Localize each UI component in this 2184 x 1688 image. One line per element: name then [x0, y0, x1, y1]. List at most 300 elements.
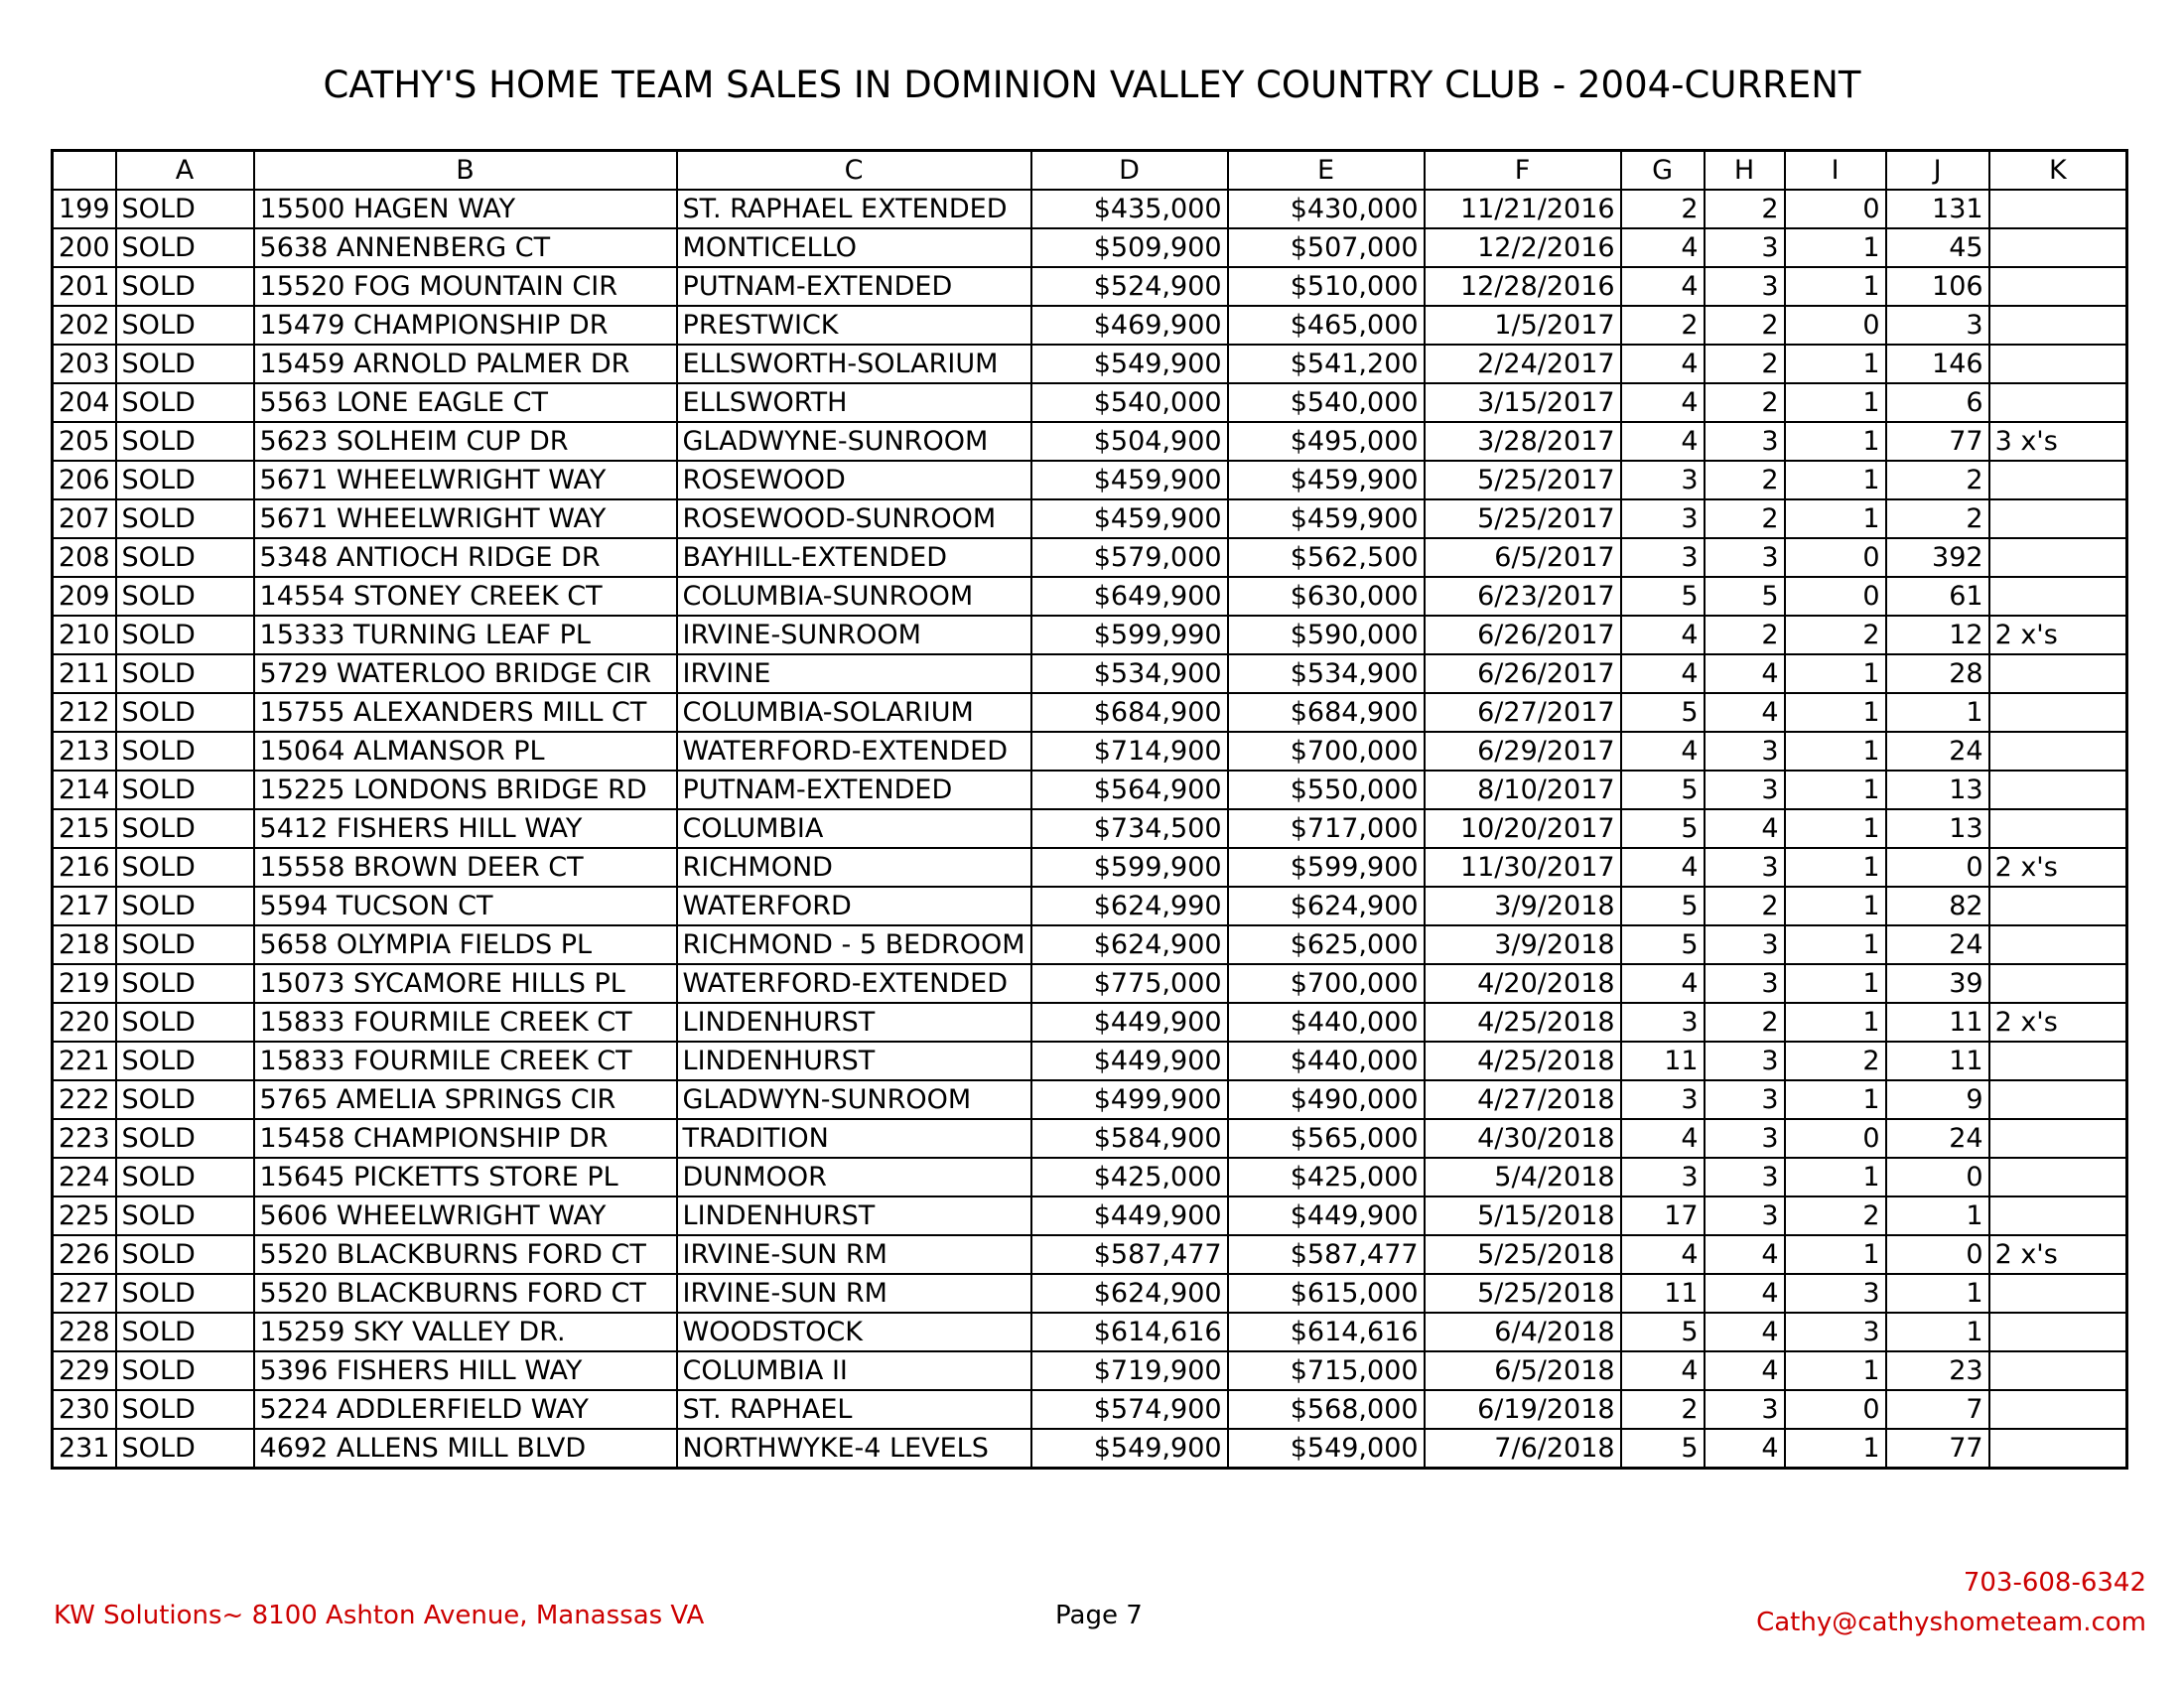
cell-days-on-market: 11 [1886, 1042, 1989, 1080]
cell-days-on-market: 11 [1886, 1003, 1989, 1042]
cell-note: 2 x's [1989, 848, 2127, 887]
cell-model: GLADWYNE-SUNROOM [677, 422, 1031, 461]
cell-note: 2 x's [1989, 1003, 2127, 1042]
cell-sold-date: 5/15/2018 [1425, 1196, 1621, 1235]
cell-col-g: 4 [1621, 848, 1705, 887]
cell-list-price: $614,616 [1031, 1313, 1228, 1351]
cell-model: BAYHILL-EXTENDED [677, 538, 1031, 577]
table-row [53, 1119, 2127, 1158]
table-row [53, 809, 2127, 848]
cell-row-number: 202 [53, 306, 116, 345]
cell-note [1989, 306, 2127, 345]
table-row [53, 267, 2127, 306]
cell-col-h: 3 [1705, 538, 1785, 577]
cell-row-number: 222 [53, 1080, 116, 1119]
table-row [53, 190, 2127, 228]
cell-col-g: 5 [1621, 925, 1705, 964]
cell-address: 4692 ALLENS MILL BLVD [254, 1429, 677, 1469]
cell-col-h: 2 [1705, 616, 1785, 654]
cell-model: IRVINE [677, 654, 1031, 693]
cell-sold-date: 3/28/2017 [1425, 422, 1621, 461]
cell-sold-price: $449,900 [1228, 1196, 1425, 1235]
cell-sold-date: 4/25/2018 [1425, 1003, 1621, 1042]
table-row [53, 1042, 2127, 1080]
cell-list-price: $509,900 [1031, 228, 1228, 267]
cell-status: SOLD [116, 1235, 254, 1274]
cell-days-on-market: 82 [1886, 887, 1989, 925]
cell-address: 5224 ADDLERFIELD WAY [254, 1390, 677, 1429]
cell-col-i: 1 [1785, 848, 1886, 887]
cell-row-number: 231 [53, 1429, 116, 1469]
cell-sold-date: 4/27/2018 [1425, 1080, 1621, 1119]
table-row [53, 887, 2127, 925]
cell-col-h: 4 [1705, 654, 1785, 693]
cell-note [1989, 1119, 2127, 1158]
cell-days-on-market: 131 [1886, 190, 1989, 228]
table-row [53, 1313, 2127, 1351]
cell-col-i: 1 [1785, 461, 1886, 499]
cell-col-g: 5 [1621, 1429, 1705, 1469]
cell-model: PUTNAM-EXTENDED [677, 771, 1031, 809]
table-row [53, 616, 2127, 654]
cell-col-i: 0 [1785, 306, 1886, 345]
cell-note: 3 x's [1989, 422, 2127, 461]
cell-status: SOLD [116, 1390, 254, 1429]
cell-days-on-market: 0 [1886, 1235, 1989, 1274]
cell-list-price: $534,900 [1031, 654, 1228, 693]
cell-model: IRVINE-SUN RM [677, 1274, 1031, 1313]
cell-model: COLUMBIA II [677, 1351, 1031, 1390]
cell-sold-date: 6/26/2017 [1425, 654, 1621, 693]
cell-sold-price: $495,000 [1228, 422, 1425, 461]
column-header-g: G [1621, 151, 1705, 191]
cell-list-price: $734,500 [1031, 809, 1228, 848]
table-row [53, 383, 2127, 422]
cell-days-on-market: 1 [1886, 1274, 1989, 1313]
cell-model: COLUMBIA-SOLARIUM [677, 693, 1031, 732]
cell-col-i: 1 [1785, 422, 1886, 461]
cell-address: 5520 BLACKBURNS FORD CT [254, 1235, 677, 1274]
cell-days-on-market: 392 [1886, 538, 1989, 577]
cell-list-price: $435,000 [1031, 190, 1228, 228]
cell-col-g: 17 [1621, 1196, 1705, 1235]
cell-days-on-market: 9 [1886, 1080, 1989, 1119]
cell-col-h: 2 [1705, 461, 1785, 499]
cell-address: 5396 FISHERS HILL WAY [254, 1351, 677, 1390]
cell-col-i: 1 [1785, 1351, 1886, 1390]
table-row [53, 1390, 2127, 1429]
cell-note [1989, 1158, 2127, 1196]
cell-list-price: $624,990 [1031, 887, 1228, 925]
cell-address: 5638 ANNENBERG CT [254, 228, 677, 267]
cell-col-g: 2 [1621, 306, 1705, 345]
cell-col-h: 3 [1705, 925, 1785, 964]
cell-note [1989, 267, 2127, 306]
cell-days-on-market: 0 [1886, 848, 1989, 887]
column-header-j: J [1886, 151, 1989, 191]
cell-col-i: 0 [1785, 1390, 1886, 1429]
cell-status: SOLD [116, 732, 254, 771]
cell-col-h: 2 [1705, 190, 1785, 228]
cell-days-on-market: 0 [1886, 1158, 1989, 1196]
cell-col-h: 2 [1705, 887, 1785, 925]
cell-list-price: $587,477 [1031, 1235, 1228, 1274]
table-row [53, 228, 2127, 267]
cell-col-i: 1 [1785, 499, 1886, 538]
cell-col-g: 5 [1621, 1313, 1705, 1351]
cell-col-i: 1 [1785, 771, 1886, 809]
cell-sold-date: 6/26/2017 [1425, 616, 1621, 654]
cell-days-on-market: 1 [1886, 1196, 1989, 1235]
cell-row-number: 228 [53, 1313, 116, 1351]
cell-sold-price: $615,000 [1228, 1274, 1425, 1313]
cell-sold-price: $568,000 [1228, 1390, 1425, 1429]
cell-col-h: 4 [1705, 1313, 1785, 1351]
table-row [53, 654, 2127, 693]
cell-sold-price: $459,900 [1228, 499, 1425, 538]
cell-note [1989, 461, 2127, 499]
cell-row-number: 212 [53, 693, 116, 732]
cell-address: 15458 CHAMPIONSHIP DR [254, 1119, 677, 1158]
cell-days-on-market: 24 [1886, 732, 1989, 771]
cell-address: 5606 WHEELWRIGHT WAY [254, 1196, 677, 1235]
cell-address: 5671 WHEELWRIGHT WAY [254, 461, 677, 499]
cell-address: 15833 FOURMILE CREEK CT [254, 1003, 677, 1042]
table-row [53, 964, 2127, 1003]
cell-sold-date: 4/30/2018 [1425, 1119, 1621, 1158]
cell-note [1989, 1313, 2127, 1351]
cell-sold-price: $700,000 [1228, 732, 1425, 771]
footer-email: Cathy@cathyshometeam.com [1756, 1608, 2146, 1637]
cell-col-g: 3 [1621, 461, 1705, 499]
cell-list-price: $449,900 [1031, 1196, 1228, 1235]
cell-address: 15259 SKY VALLEY DR. [254, 1313, 677, 1351]
cell-status: SOLD [116, 461, 254, 499]
cell-model: MONTICELLO [677, 228, 1031, 267]
cell-col-i: 2 [1785, 616, 1886, 654]
cell-col-g: 5 [1621, 771, 1705, 809]
cell-note [1989, 228, 2127, 267]
cell-sold-price: $590,000 [1228, 616, 1425, 654]
cell-row-number: 217 [53, 887, 116, 925]
cell-note [1989, 1429, 2127, 1469]
cell-address: 5520 BLACKBURNS FORD CT [254, 1274, 677, 1313]
cell-days-on-market: 45 [1886, 228, 1989, 267]
cell-row-number: 216 [53, 848, 116, 887]
cell-sold-date: 3/9/2018 [1425, 887, 1621, 925]
cell-address: 14554 STONEY CREEK CT [254, 577, 677, 616]
cell-col-i: 1 [1785, 1003, 1886, 1042]
cell-sold-date: 11/30/2017 [1425, 848, 1621, 887]
cell-list-price: $425,000 [1031, 1158, 1228, 1196]
table-body [53, 190, 2127, 1469]
column-header-c: C [677, 151, 1031, 191]
cell-col-i: 0 [1785, 190, 1886, 228]
cell-status: SOLD [116, 1196, 254, 1235]
cell-days-on-market: 24 [1886, 925, 1989, 964]
cell-status: SOLD [116, 616, 254, 654]
cell-sold-date: 5/4/2018 [1425, 1158, 1621, 1196]
cell-note [1989, 693, 2127, 732]
cell-address: 15833 FOURMILE CREEK CT [254, 1042, 677, 1080]
cell-sold-date: 6/4/2018 [1425, 1313, 1621, 1351]
cell-sold-date: 5/25/2017 [1425, 499, 1621, 538]
cell-sold-price: $549,000 [1228, 1429, 1425, 1469]
cell-list-price: $449,900 [1031, 1042, 1228, 1080]
cell-sold-price: $624,900 [1228, 887, 1425, 925]
cell-row-number: 208 [53, 538, 116, 577]
cell-list-price: $684,900 [1031, 693, 1228, 732]
cell-col-g: 3 [1621, 1080, 1705, 1119]
cell-sold-price: $459,900 [1228, 461, 1425, 499]
cell-note [1989, 1274, 2127, 1313]
cell-sold-date: 8/10/2017 [1425, 771, 1621, 809]
cell-sold-date: 12/2/2016 [1425, 228, 1621, 267]
cell-address: 5765 AMELIA SPRINGS CIR [254, 1080, 677, 1119]
cell-sold-price: $534,900 [1228, 654, 1425, 693]
cell-col-h: 5 [1705, 577, 1785, 616]
table-row [53, 345, 2127, 383]
cell-status: SOLD [116, 654, 254, 693]
cell-address: 5348 ANTIOCH RIDGE DR [254, 538, 677, 577]
cell-col-g: 4 [1621, 345, 1705, 383]
cell-row-number: 211 [53, 654, 116, 693]
cell-status: SOLD [116, 577, 254, 616]
cell-sold-price: $630,000 [1228, 577, 1425, 616]
cell-col-i: 1 [1785, 228, 1886, 267]
table-row [53, 925, 2127, 964]
cell-col-h: 3 [1705, 771, 1785, 809]
cell-list-price: $459,900 [1031, 499, 1228, 538]
column-header-b: B [254, 151, 677, 191]
cell-col-i: 1 [1785, 925, 1886, 964]
cell-col-h: 3 [1705, 1158, 1785, 1196]
cell-status: SOLD [116, 1351, 254, 1390]
column-header-k: K [1989, 151, 2127, 191]
cell-col-g: 5 [1621, 577, 1705, 616]
cell-sold-date: 5/25/2017 [1425, 461, 1621, 499]
cell-sold-date: 12/28/2016 [1425, 267, 1621, 306]
cell-col-g: 3 [1621, 538, 1705, 577]
column-header-h: H [1705, 151, 1785, 191]
cell-row-number: 199 [53, 190, 116, 228]
cell-address: 5671 WHEELWRIGHT WAY [254, 499, 677, 538]
cell-note [1989, 771, 2127, 809]
cell-model: WATERFORD [677, 887, 1031, 925]
cell-col-h: 2 [1705, 306, 1785, 345]
cell-row-number: 206 [53, 461, 116, 499]
sales-table [51, 149, 2128, 1470]
cell-col-g: 4 [1621, 1119, 1705, 1158]
cell-list-price: $714,900 [1031, 732, 1228, 771]
cell-note [1989, 732, 2127, 771]
cell-col-h: 3 [1705, 732, 1785, 771]
cell-row-number: 225 [53, 1196, 116, 1235]
cell-status: SOLD [116, 1158, 254, 1196]
cell-col-i: 1 [1785, 732, 1886, 771]
cell-sold-date: 6/5/2017 [1425, 538, 1621, 577]
cell-status: SOLD [116, 306, 254, 345]
cell-row-number: 219 [53, 964, 116, 1003]
cell-row-number: 227 [53, 1274, 116, 1313]
cell-model: LINDENHURST [677, 1042, 1031, 1080]
cell-model: ST. RAPHAEL EXTENDED [677, 190, 1031, 228]
cell-days-on-market: 77 [1886, 1429, 1989, 1469]
cell-col-g: 2 [1621, 1390, 1705, 1429]
cell-address: 15558 BROWN DEER CT [254, 848, 677, 887]
cell-col-h: 3 [1705, 964, 1785, 1003]
cell-sold-price: $440,000 [1228, 1003, 1425, 1042]
cell-model: WATERFORD-EXTENDED [677, 732, 1031, 771]
column-header-f: F [1425, 151, 1621, 191]
column-header-row [53, 151, 2127, 191]
cell-col-g: 11 [1621, 1274, 1705, 1313]
cell-model: TRADITION [677, 1119, 1031, 1158]
cell-sold-price: $717,000 [1228, 809, 1425, 848]
cell-col-i: 1 [1785, 1235, 1886, 1274]
cell-row-number: 207 [53, 499, 116, 538]
cell-sold-price: $614,616 [1228, 1313, 1425, 1351]
cell-list-price: $459,900 [1031, 461, 1228, 499]
table-row [53, 771, 2127, 809]
cell-list-price: $649,900 [1031, 577, 1228, 616]
cell-col-i: 1 [1785, 1080, 1886, 1119]
cell-note [1989, 887, 2127, 925]
cell-sold-date: 1/5/2017 [1425, 306, 1621, 345]
cell-col-h: 4 [1705, 693, 1785, 732]
cell-days-on-market: 7 [1886, 1390, 1989, 1429]
cell-note [1989, 1080, 2127, 1119]
column-header-a: A [116, 151, 254, 191]
cell-row-number: 229 [53, 1351, 116, 1390]
cell-row-number: 215 [53, 809, 116, 848]
cell-days-on-market: 39 [1886, 964, 1989, 1003]
cell-row-number: 226 [53, 1235, 116, 1274]
cell-address: 5412 FISHERS HILL WAY [254, 809, 677, 848]
cell-col-g: 4 [1621, 964, 1705, 1003]
cell-col-g: 4 [1621, 616, 1705, 654]
cell-sold-price: $541,200 [1228, 345, 1425, 383]
page-number: Page 7 [1055, 1601, 1143, 1630]
cell-model: DUNMOOR [677, 1158, 1031, 1196]
cell-row-number: 205 [53, 422, 116, 461]
cell-status: SOLD [116, 345, 254, 383]
cell-status: SOLD [116, 964, 254, 1003]
cell-status: SOLD [116, 1003, 254, 1042]
cell-model: LINDENHURST [677, 1196, 1031, 1235]
column-header-i: I [1785, 151, 1886, 191]
cell-sold-date: 4/20/2018 [1425, 964, 1621, 1003]
cell-address: 15645 PICKETTS STORE PL [254, 1158, 677, 1196]
cell-sold-date: 6/29/2017 [1425, 732, 1621, 771]
cell-days-on-market: 146 [1886, 345, 1989, 383]
cell-status: SOLD [116, 422, 254, 461]
cell-col-g: 4 [1621, 654, 1705, 693]
cell-model: IRVINE-SUN RM [677, 1235, 1031, 1274]
cell-list-price: $775,000 [1031, 964, 1228, 1003]
cell-col-g: 4 [1621, 267, 1705, 306]
cell-days-on-market: 3 [1886, 306, 1989, 345]
cell-sold-price: $565,000 [1228, 1119, 1425, 1158]
cell-sold-date: 5/25/2018 [1425, 1235, 1621, 1274]
table-row [53, 732, 2127, 771]
cell-list-price: $599,900 [1031, 848, 1228, 887]
cell-status: SOLD [116, 499, 254, 538]
cell-col-h: 4 [1705, 809, 1785, 848]
cell-days-on-market: 61 [1886, 577, 1989, 616]
cell-row-number: 204 [53, 383, 116, 422]
cell-model: RICHMOND [677, 848, 1031, 887]
cell-sold-price: $507,000 [1228, 228, 1425, 267]
cell-list-price: $469,900 [1031, 306, 1228, 345]
cell-sold-date: 3/15/2017 [1425, 383, 1621, 422]
cell-col-g: 5 [1621, 809, 1705, 848]
cell-status: SOLD [116, 267, 254, 306]
cell-status: SOLD [116, 1042, 254, 1080]
cell-status: SOLD [116, 383, 254, 422]
cell-col-g: 4 [1621, 1235, 1705, 1274]
cell-address: 5658 OLYMPIA FIELDS PL [254, 925, 677, 964]
cell-sold-price: $465,000 [1228, 306, 1425, 345]
cell-sold-price: $430,000 [1228, 190, 1425, 228]
cell-model: COLUMBIA [677, 809, 1031, 848]
cell-list-price: $599,990 [1031, 616, 1228, 654]
cell-list-price: $549,900 [1031, 1429, 1228, 1469]
column-header-e: E [1228, 151, 1425, 191]
cell-note [1989, 538, 2127, 577]
cell-days-on-market: 2 [1886, 499, 1989, 538]
cell-sold-price: $599,900 [1228, 848, 1425, 887]
cell-status: SOLD [116, 1313, 254, 1351]
cell-list-price: $449,900 [1031, 1003, 1228, 1042]
cell-sold-price: $715,000 [1228, 1351, 1425, 1390]
cell-list-price: $540,000 [1031, 383, 1228, 422]
cell-col-h: 3 [1705, 228, 1785, 267]
cell-model: NORTHWYKE-4 LEVELS [677, 1429, 1031, 1469]
cell-status: SOLD [116, 228, 254, 267]
cell-status: SOLD [116, 848, 254, 887]
cell-days-on-market: 1 [1886, 693, 1989, 732]
cell-list-price: $719,900 [1031, 1351, 1228, 1390]
cell-sold-date: 4/25/2018 [1425, 1042, 1621, 1080]
cell-col-i: 1 [1785, 1158, 1886, 1196]
cell-col-i: 3 [1785, 1274, 1886, 1313]
cell-note [1989, 383, 2127, 422]
cell-model: WATERFORD-EXTENDED [677, 964, 1031, 1003]
cell-list-price: $579,000 [1031, 538, 1228, 577]
cell-col-h: 3 [1705, 422, 1785, 461]
table-row [53, 499, 2127, 538]
cell-list-price: $504,900 [1031, 422, 1228, 461]
cell-sold-date: 11/21/2016 [1425, 190, 1621, 228]
cell-sold-price: $440,000 [1228, 1042, 1425, 1080]
cell-note [1989, 1351, 2127, 1390]
footer-phone: 703-608-6342 [1963, 1568, 2146, 1598]
page-title: CATHY'S HOME TEAM SALES IN DOMINION VALLEY COUNTRY CLUB - 2004-CURRENT [323, 64, 1861, 106]
cell-sold-date: 3/9/2018 [1425, 925, 1621, 964]
cell-model: RICHMOND - 5 BEDROOM [677, 925, 1031, 964]
cell-address: 15064 ALMANSOR PL [254, 732, 677, 771]
cell-list-price: $549,900 [1031, 345, 1228, 383]
cell-sold-price: $540,000 [1228, 383, 1425, 422]
cell-address: 5729 WATERLOO BRIDGE CIR [254, 654, 677, 693]
cell-col-i: 1 [1785, 887, 1886, 925]
column-header-d: D [1031, 151, 1228, 191]
cell-model: IRVINE-SUNROOM [677, 616, 1031, 654]
cell-list-price: $564,900 [1031, 771, 1228, 809]
cell-col-g: 3 [1621, 1158, 1705, 1196]
table-row [53, 693, 2127, 732]
